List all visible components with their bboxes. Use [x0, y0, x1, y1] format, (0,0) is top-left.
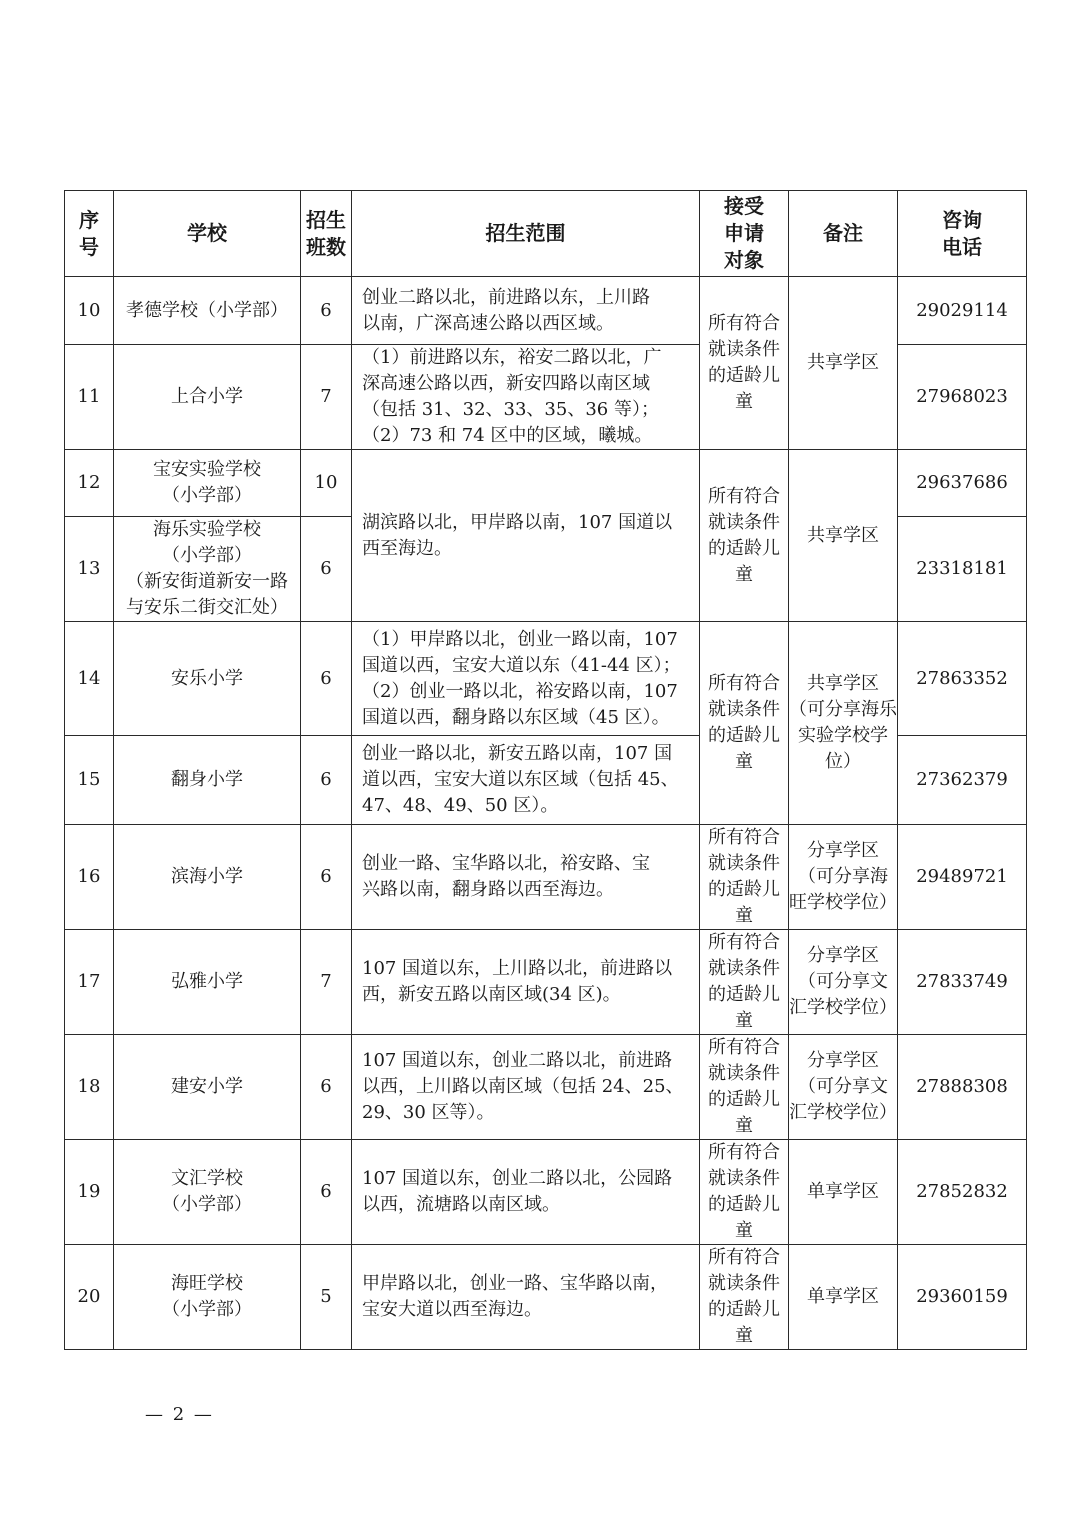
- row-no: 16: [65, 825, 114, 930]
- header-row: [65, 191, 1027, 277]
- row-no: 10: [65, 277, 114, 345]
- row-phone: 29637686: [898, 450, 1027, 517]
- row-target: 所有符合 就读条件 的适龄儿 童: [700, 1245, 789, 1350]
- row-no: 18: [65, 1035, 114, 1140]
- row-scope: （1）甲岸路以北，创业一路以南，107 国道以西，宝安大道以东（41-44 区）； （2）创业一路以北，裕安路以南，107 国道以西，翻身路以东区域（45 区）。: [352, 622, 700, 736]
- row-school: 弘雅小学: [114, 930, 301, 1035]
- row-school: 建安小学: [114, 1035, 301, 1140]
- row-remark: 分享学区 （可分享文 汇学校学位）: [789, 930, 898, 1035]
- row-school: 孝德学校（小学部）: [114, 277, 301, 345]
- row-no: 17: [65, 930, 114, 1035]
- row-school: 上合小学: [114, 345, 301, 450]
- row-scope: 创业二路以北，前进路以东，上川路 以南，广深高速公路以西区域。: [352, 277, 700, 345]
- row-no: 12: [65, 450, 114, 517]
- table-row: [65, 622, 1027, 736]
- row-classes: 6: [301, 622, 352, 736]
- row-classes: 6: [301, 1035, 352, 1140]
- page-number: — 2 —: [145, 1404, 214, 1425]
- row-scope: 107 国道以东，创业二路以北，前进路 以西，上川路以南区域（包括 24、25、 29、30 区等）。: [352, 1035, 700, 1140]
- row-school: 宝安实验学校 （小学部）: [114, 450, 301, 517]
- row-phone: 27362379: [898, 736, 1027, 825]
- row-phone: 27863352: [898, 622, 1027, 736]
- row-remark: 分享学区 （可分享海 旺学校学位）: [789, 825, 898, 930]
- row-scope: 湖滨路以北，甲岸路以南，107 国道以 西至海边。: [352, 450, 700, 622]
- enrollment-table: [64, 190, 1027, 1350]
- row-target: 所有符合 就读条件 的适龄儿 童: [700, 930, 789, 1035]
- row-phone: 29489721: [898, 825, 1027, 930]
- row-target: 所有符合 就读条件 的适龄儿 童: [700, 1140, 789, 1245]
- table-row: [65, 1035, 1027, 1140]
- row-scope: 创业一路、宝华路以北，裕安路、宝 兴路以南，翻身路以西至海边。: [352, 825, 700, 930]
- row-remark: 共享学区: [789, 277, 898, 450]
- table-row: [65, 1245, 1027, 1350]
- row-remark: 共享学区: [789, 450, 898, 622]
- row-classes: 6: [301, 1140, 352, 1245]
- row-school: 安乐小学: [114, 622, 301, 736]
- row-school: 海旺学校 （小学部）: [114, 1245, 301, 1350]
- row-scope: 甲岸路以北，创业一路、宝华路以南， 宝安大道以西至海边。: [352, 1245, 700, 1350]
- row-phone: 29360159: [898, 1245, 1027, 1350]
- row-no: 13: [65, 517, 114, 622]
- row-remark: 分享学区 （可分享文 汇学校学位）: [789, 1035, 898, 1140]
- header-classes: 招生 班数: [301, 191, 352, 277]
- table-row: [65, 450, 1027, 517]
- row-remark: 单享学区: [789, 1245, 898, 1350]
- row-no: 20: [65, 1245, 114, 1350]
- row-target: 所有符合 就读条件 的适龄儿 童: [700, 622, 789, 825]
- row-no: 15: [65, 736, 114, 825]
- header-scope: 招生范围: [352, 191, 700, 277]
- row-school: 文汇学校 （小学部）: [114, 1140, 301, 1245]
- header-target: 接受 申请 对象: [700, 191, 789, 277]
- table-row: [65, 1140, 1027, 1245]
- row-classes: 6: [301, 825, 352, 930]
- row-phone: 29029114: [898, 277, 1027, 345]
- row-target: 所有符合 就读条件 的适龄儿 童: [700, 277, 789, 450]
- row-phone: 27833749: [898, 930, 1027, 1035]
- table-row: [65, 930, 1027, 1035]
- header-no: 序 号: [65, 191, 114, 277]
- row-school: 海乐实验学校 （小学部） （新安街道新安一路 与安乐二街交汇处）: [114, 517, 301, 622]
- row-classes: 7: [301, 930, 352, 1035]
- row-remark: 单享学区: [789, 1140, 898, 1245]
- row-scope: （1）前进路以东，裕安二路以北，广 深高速公路以西，新安四路以南区域 （包括 31、32、33、35、36 等）； （2）73 和 74 区中的区域，曦城。: [352, 345, 700, 450]
- row-phone: 27852832: [898, 1140, 1027, 1245]
- row-classes: 6: [301, 736, 352, 825]
- row-phone: 27968023: [898, 345, 1027, 450]
- row-school: 翻身小学: [114, 736, 301, 825]
- row-classes: 6: [301, 277, 352, 345]
- row-no: 14: [65, 622, 114, 736]
- row-no: 11: [65, 345, 114, 450]
- row-phone: 23318181: [898, 517, 1027, 622]
- header-phone: 咨询 电话: [898, 191, 1027, 277]
- row-phone: 27888308: [898, 1035, 1027, 1140]
- row-target: 所有符合 就读条件 的适龄儿 童: [700, 450, 789, 622]
- row-scope: 107 国道以东，上川路以北，前进路以 西，新安五路以南区域(34 区)。: [352, 930, 700, 1035]
- table-row: [65, 277, 1027, 345]
- row-classes: 6: [301, 517, 352, 622]
- table-row: [65, 825, 1027, 930]
- row-classes: 5: [301, 1245, 352, 1350]
- row-classes: 7: [301, 345, 352, 450]
- row-no: 19: [65, 1140, 114, 1245]
- row-classes: 10: [301, 450, 352, 517]
- row-scope: 107 国道以东，创业二路以北，公园路 以西，流塘路以南区域。: [352, 1140, 700, 1245]
- row-school: 滨海小学: [114, 825, 301, 930]
- row-remark: 共享学区 （可分享海乐 实验学校学 位）: [789, 622, 898, 825]
- header-remark: 备注: [789, 191, 898, 277]
- row-scope: 创业一路以北，新安五路以南，107 国 道以西，宝安大道以东区域（包括 45、 47、48、49、50 区）。: [352, 736, 700, 825]
- row-target: 所有符合 就读条件 的适龄儿 童: [700, 825, 789, 930]
- header-school: 学校: [114, 191, 301, 277]
- row-target: 所有符合 就读条件 的适龄儿 童: [700, 1035, 789, 1140]
